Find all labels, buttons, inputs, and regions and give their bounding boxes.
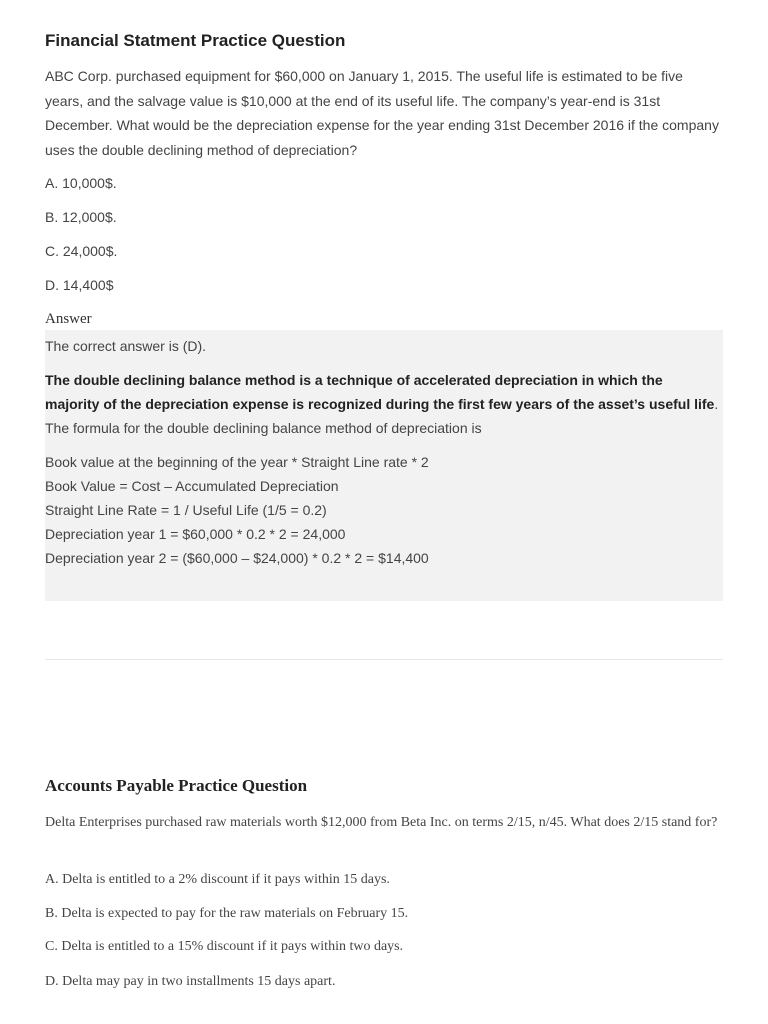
formula-line: Book value at the beginning of the year * Straight Line rate * 2 <box>45 454 429 470</box>
financial-option-a: A. 10,000$. <box>45 175 117 191</box>
accounts-question-body: Delta Enterprises purchased raw materials worth $12,000 from Beta Inc. on terms 2/15, n/45. What does 2/15 stand for? <box>45 815 718 830</box>
accounts-question-title: Accounts Payable Practice Question <box>45 776 308 795</box>
explanation-text: . The formula for the double declining balance method of depreciation is <box>45 396 719 436</box>
financial-option-d: D. 14,400$ <box>45 277 114 293</box>
answer-explanation <box>45 368 721 440</box>
accounts-option-a: A. Delta is entitled to a 2% discount if it pays within 15 days. <box>45 872 390 887</box>
formula-line: Depreciation year 1 = $60,000 * 0.2 * 2 = 24,000 <box>45 526 346 542</box>
financial-option-b: B. 12,000$. <box>45 209 117 225</box>
answer-label: Answer <box>45 311 92 327</box>
financial-question-title: Financial Statment Practice Question <box>45 31 346 50</box>
accounts-option-d: D. Delta may pay in two installments 15 days apart. <box>45 974 336 989</box>
accounts-option-b: B. Delta is expected to pay for the raw materials on February 15. <box>45 906 409 921</box>
formula-line: Straight Line Rate = 1 / Useful Life (1/5 = 0.2) <box>45 502 327 518</box>
correct-answer: The correct answer is (D). <box>45 338 207 354</box>
formula-line: Depreciation year 2 = ($60,000 – $24,000) * 0.2 * 2 = $14,400 <box>45 550 429 566</box>
explanation-bold-text: The double declining balance method is a technique of accelerated depreciation in which the majority of the depreciation expense is recognized during the first few years of the asset’s useful life <box>45 372 715 412</box>
formula-line: Book Value = Cost – Accumulated Depreciation <box>45 478 339 494</box>
financial-question-body: ABC Corp. purchased equipment for $60,000 on January 1, 2015. The useful life is estimated to be five years, and the salvage value is $10,000 at the end of its useful life. The company’s year-end is 31st December. What would be the depreciation expense for the year ending 31st December 2016 if the company uses the double declining method of depreciation? <box>45 68 719 158</box>
financial-option-c: C. 24,000$. <box>45 243 118 259</box>
accounts-option-c: C. Delta is entitled to a 15% discount if it pays within two days. <box>45 939 404 954</box>
section-divider <box>45 659 723 660</box>
